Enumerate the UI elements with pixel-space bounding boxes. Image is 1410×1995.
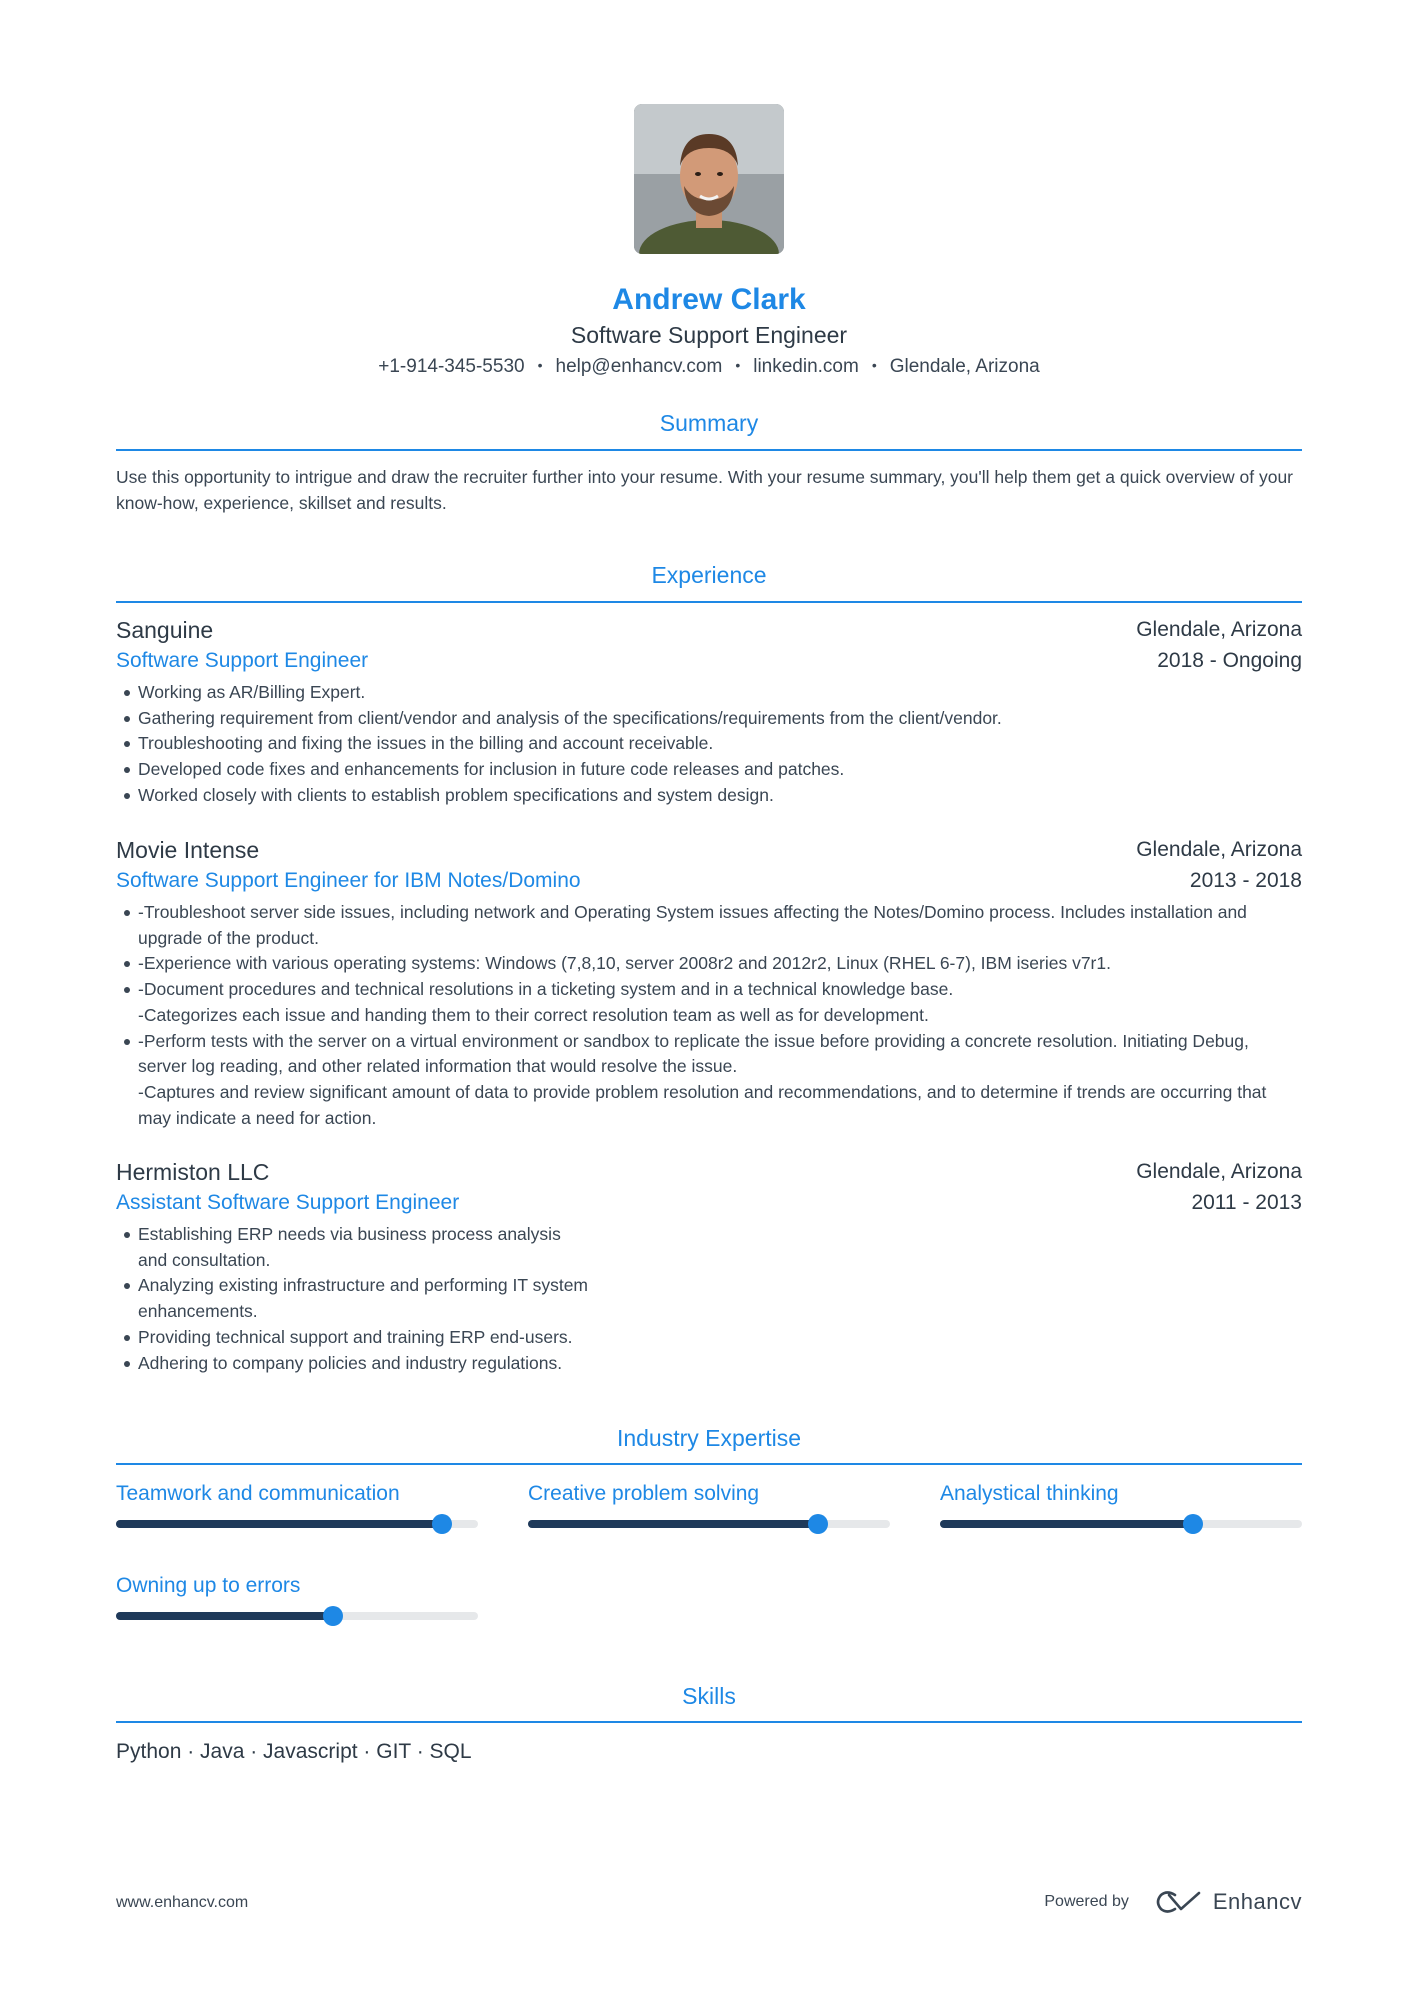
profile-photo	[634, 104, 784, 254]
job-dates: 2013 - 2018	[1189, 869, 1302, 892]
job-title: Assistant Software Support Engineer	[116, 1191, 460, 1214]
separator: •	[537, 357, 543, 373]
company-name: Sanguine	[116, 617, 214, 643]
expertise-bar-fill	[116, 1612, 333, 1620]
expertise-bar-track	[116, 1520, 478, 1528]
job-entry	[116, 1157, 1302, 1376]
bullet-item: Troubleshooting and fixing the issues in the billing and account receivable.	[116, 731, 1302, 757]
job-title: Software Support Engineer	[116, 649, 369, 672]
bullet-item: -Troubleshoot server side issues, including network and Operating System issues affecting the Notes/Domino process. Includes installation and upgrade of the product.	[116, 900, 1302, 951]
summary-divider	[116, 449, 1302, 451]
job-entry	[116, 615, 1302, 809]
powered-by-label: Powered by	[1044, 1893, 1129, 1910]
bullet-item: -Perform tests with the server on a virtual environment or sandbox to replicate the issue before providing a concrete resolution. Initiating Debug, server log reading, and other related information that would resolve the issue. -Captures and review significant amount of data to provide problem resolution and recommendations, and to determine if trends are occurring that may indicate a need for action.	[116, 1029, 1302, 1132]
bullet-item: Analyzing existing infrastructure and performing IT system enhancements.	[116, 1273, 1302, 1324]
footer-branding	[1044, 1886, 1302, 1918]
linkedin-link[interactable]: linkedin.com	[753, 356, 859, 377]
expertise-bar-fill	[116, 1520, 442, 1528]
bullet-item: Gathering requirement from client/vendor and analysis of the specifications/requirements from the client/vendor.	[116, 706, 1302, 732]
separator: •	[735, 357, 741, 373]
company-name: Movie Intense	[116, 837, 260, 863]
skills-heading: Skills	[682, 1683, 736, 1709]
expertise-bar-fill	[528, 1520, 818, 1528]
expertise-bar-track	[940, 1520, 1302, 1528]
expertise-heading: Industry Expertise	[616, 1425, 802, 1451]
bullet-item: Working as AR/Billing Expert.	[116, 680, 1302, 706]
bullet-item: Developed code fixes and enhancements for inclusion in future code releases and patches.	[116, 757, 1302, 783]
job-location: Glendale, Arizona	[1136, 618, 1302, 641]
job-location: Glendale, Arizona	[1136, 838, 1302, 861]
location: Glendale, Arizona	[889, 356, 1040, 377]
summary-heading: Summary	[659, 410, 759, 436]
expertise-bar-fill	[940, 1520, 1193, 1528]
expertise-bar-track	[116, 1612, 478, 1620]
bullet-item: -Experience with various operating systems: Windows (7,8,10, server 2008r2 and 2012r2, Linux (RHEL 6-7), IBM iseries v7r1.	[116, 951, 1302, 977]
bullet-item: -Document procedures and technical resolutions in a ticketing system and in a technical knowledge base. -Categorizes each issue and handing them to their correct resolution team as well as for development.	[116, 977, 1302, 1028]
email[interactable]: help@enhancv.com	[555, 356, 723, 377]
expertise-bar-knob	[432, 1514, 452, 1534]
job-location: Glendale, Arizona	[1136, 1160, 1302, 1183]
skills-divider	[116, 1721, 1302, 1723]
job-entry	[116, 835, 1302, 1131]
phone[interactable]: +1-914-345-5530	[378, 356, 525, 377]
expertise-bar-track	[528, 1520, 890, 1528]
expertise-bar-knob	[808, 1514, 828, 1534]
skills-list: Python · Java · Javascript · GIT · SQL	[116, 1740, 472, 1763]
expertise-bar-knob	[1183, 1514, 1203, 1534]
experience-divider	[116, 601, 1302, 603]
summary-text: Use this opportunity to intrigue and draw the recruiter further into your resume. With your resume summary, you'll help them get a quick overview of your know-how, experience, skillset and results.	[116, 467, 1294, 513]
expertise-divider	[116, 1463, 1302, 1465]
expertise-label: Creative problem solving	[528, 1482, 760, 1505]
job-dates: 2018 - Ongoing	[1157, 649, 1302, 672]
brand-name: Enhancv	[1212, 1889, 1302, 1914]
job-dates: 2011 - 2013	[1191, 1191, 1302, 1214]
expertise-item	[940, 1480, 1302, 1528]
resume-page	[116, 0, 1302, 1995]
resume-header	[116, 104, 1302, 380]
experience-heading: Experience	[651, 562, 767, 588]
candidate-role: Software Support Engineer	[570, 322, 848, 348]
expertise-bar-knob	[323, 1606, 343, 1626]
expertise-item	[116, 1480, 478, 1528]
bullet-item: Providing technical support and training ERP end-users.	[116, 1325, 1302, 1351]
expertise-label: Analystical thinking	[940, 1482, 1119, 1505]
bullet-item: Establishing ERP needs via business process analysis and consultation.	[116, 1222, 1302, 1273]
separator: •	[871, 357, 877, 373]
enhancv-logo-icon	[1155, 1890, 1203, 1914]
footer-website[interactable]: www.enhancv.com	[116, 1894, 249, 1911]
avatar	[634, 104, 784, 254]
expertise-item	[116, 1572, 478, 1620]
bullet-item: Adhering to company policies and industry regulations.	[116, 1351, 1302, 1377]
contact-line	[116, 352, 1302, 380]
bullet-item: Worked closely with clients to establish problem specifications and system design.	[116, 783, 1302, 809]
candidate-name: Andrew Clark	[612, 283, 806, 316]
expertise-label: Teamwork and communication	[116, 1482, 400, 1505]
job-bullets	[116, 900, 1302, 1131]
job-bullets	[116, 1222, 1302, 1376]
job-title: Software Support Engineer for IBM Notes/Domino	[116, 869, 581, 892]
expertise-item	[528, 1480, 890, 1528]
company-name: Hermiston LLC	[116, 1159, 270, 1185]
expertise-label: Owning up to errors	[116, 1574, 301, 1597]
job-bullets	[116, 680, 1302, 809]
